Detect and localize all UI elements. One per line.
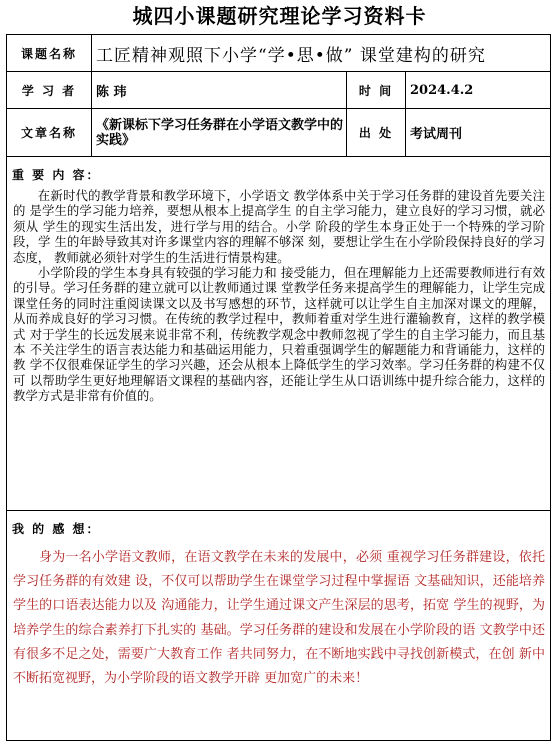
- section-divider: [7, 510, 550, 511]
- content-heading: 重 要 内 容：: [12, 168, 101, 182]
- article-title: 《新课标下学习任务群在小学语文教学中的实践》: [96, 117, 344, 148]
- article-label: 文章名称: [20, 126, 77, 140]
- content-body: [13, 188, 545, 404]
- learner-value: 陈 玮: [96, 84, 127, 100]
- page-title: 城四小课题研究理论学习资料卡: [132, 4, 427, 28]
- reflection-body: [13, 546, 545, 691]
- reflection-paragraph: 身为一名小学语文教师，在语文教学在未来的发展中，必须 重视学习任务群建设，依托学习任务群的有效建 设，不仅可以帮助学生在课堂学习过程中掌握语 文基础知识，还能培养学生的口语表达能力以及 沟通能力，让学生通过课文产生深层的思考，拓宽 学生的视野，为培养学生的综合素养打下扎实的 基础。学习任务群的建设和发展在小学阶段的语 文教学中还有很多不足之处，需要广大教育工作 者共同努力，在不断地实践中寻找创新模式，在创 新中不断拓宽视野，为小学阶段的语文教学开辟 更加宽广的未来！: [13, 550, 545, 687]
- time-label: 时 间: [358, 83, 394, 98]
- reflection-heading: 我 的 感 想：: [12, 522, 101, 536]
- learner-label: 学 习 者: [21, 83, 77, 98]
- info-card: [6, 34, 551, 741]
- source-value: 考试周刊: [410, 127, 463, 142]
- row-divider: [7, 156, 550, 157]
- topic-label: 课题名称: [20, 46, 77, 61]
- time-value: 2024.4.2: [410, 82, 474, 98]
- topic-value: 工匠精神观照下小学“学•思•做” 课堂建构的研究: [96, 45, 486, 66]
- content-paragraph: 小学阶段的学生本身具有较强的学习能力和 接受能力，但在理解能力上还需要教师进行有效的引导。学习任务群的建立就可以让教师通过课 堂教学任务来提高学生的理解能力，让学生完成课堂任务的同时注重阅读课文以及书写感想的环节，这样就可以让学生自主加深对课文的理解，从而养成良好的学习习惯。在传统的教学过程中，教师着重对学生进行灌输教育，这样的教学模式 对于学生的长远发展来说非常不利，传统教学观念中教师忽视了学生的自主学习能力，而且基本 不关注学生的语言表达能力和基础运用能力，只着重强调学生的解题能力和背诵能力，这样的教 学不仅很难保证学生的学习兴趣，还会从根本上降低学生的学习效率。学习任务群的构建不仅可 以帮助学生更好地理解语文课程的基础内容，还能让学生从口语训练中提升综合能力，这样的教学方式是非常有价值的。: [13, 265, 545, 404]
- content-paragraph: 在新时代的教学背景和教学环境下，小学语文 教学体系中关于学习任务群的建设首先要关注的 是学生的学习能力培养，要想从根本上提高学生 的自主学习能力，建立良好的学习习惯，就必须从 学生的现实生活出发，进行学与用的结合。小学 阶段的学生本身正处于一个特殊的学习阶段，学 生的年龄导致其对许多课堂内容的理解不够深 刻，要想让学生在小学阶段保持良好的学习态度， 教师就必须针对学生的生活进行情景构建。: [13, 188, 545, 265]
- source-label: 出 处: [358, 126, 394, 140]
